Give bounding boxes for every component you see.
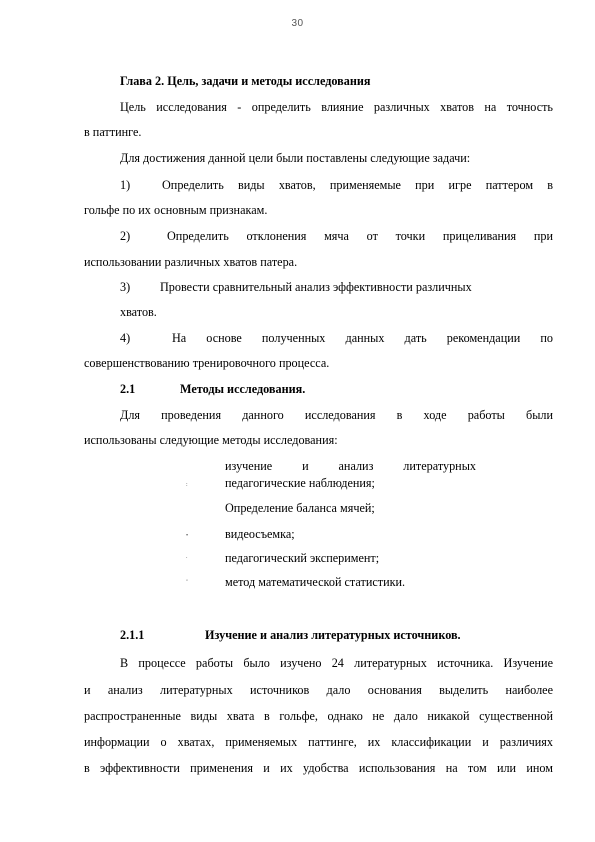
task-1-line-1: Определить виды хватов, применяемые при игре паттером в [162, 178, 553, 192]
method-item-2: педагогические наблюдения; [225, 476, 375, 490]
section-intro-line-1: Для проведения данного исследования в ходе работы были [120, 408, 553, 422]
task-4-line-1: На основе полученных данных дать рекомендации по [172, 331, 553, 345]
task-number-2: 2) [120, 229, 131, 243]
subsection-paragraph-line-5: в эффективности применения и их удобства использования на том или ином [84, 761, 553, 775]
task-2-line-2: использовании различных хватов патера. [84, 255, 298, 269]
task-number-1: 1) [120, 178, 131, 192]
method-marker-2: : [186, 482, 188, 488]
method-marker-4: • [186, 533, 189, 539]
method-item-1: изучение и анализ литературных [225, 459, 476, 473]
subsection-title: Изучение и анализ литературных источников. [205, 628, 461, 642]
task-number-3: 3) [120, 280, 131, 294]
method-item-6: метод математической статистики. [225, 575, 406, 589]
task-1-line-2: гольфе по их основным признакам. [84, 203, 268, 217]
tasks-intro: Для достижения данной цели были поставлены следующие задачи: [120, 151, 471, 165]
section-intro-line-2: использованы следующие методы исследования: [84, 433, 338, 447]
method-item-3: Определение баланса мячей; [225, 501, 375, 515]
task-number-4: 4) [120, 331, 131, 345]
task-3-line-1: Провести сравнительный анализ эффективности различных [160, 280, 472, 294]
task-2-line-1: Определить отклонения мяча от точки прицеливания при [167, 229, 553, 243]
goal-line-1: Цель исследования - определить влияние различных хватов на точность [120, 100, 553, 114]
section-number: 2.1 [120, 382, 136, 396]
subsection-paragraph-line-2: и анализ литературных источников дало основания выделить наиболее [84, 683, 553, 697]
method-marker-5: . [186, 554, 188, 560]
subsection-paragraph-line-3: распространенные виды хвата в гольфе, однако не дало никакой существенной [84, 709, 553, 723]
section-title: Методы исследования. [180, 382, 306, 396]
task-4-line-2: совершенствованию тренировочного процесса. [84, 356, 330, 370]
method-item-4: видеосъемка; [225, 527, 295, 541]
subsection-paragraph-line-1: В процессе работы было изучено 24 литературных источника. Изучение [120, 656, 553, 670]
chapter-heading: Глава 2. Цель, задачи и методы исследования [120, 74, 371, 88]
page-number: 30 [291, 18, 304, 29]
subsection-number: 2.1.1 [120, 628, 145, 642]
subsection-paragraph-line-4: информации о хватах, применяемых паттинге, их классификации и различиях [84, 735, 553, 749]
method-marker-6: ◦ [186, 578, 189, 584]
task-3-line-2: хватов. [120, 305, 157, 319]
method-item-5: педагогический эксперимент; [225, 551, 380, 565]
goal-line-2: в паттинге. [84, 125, 142, 139]
